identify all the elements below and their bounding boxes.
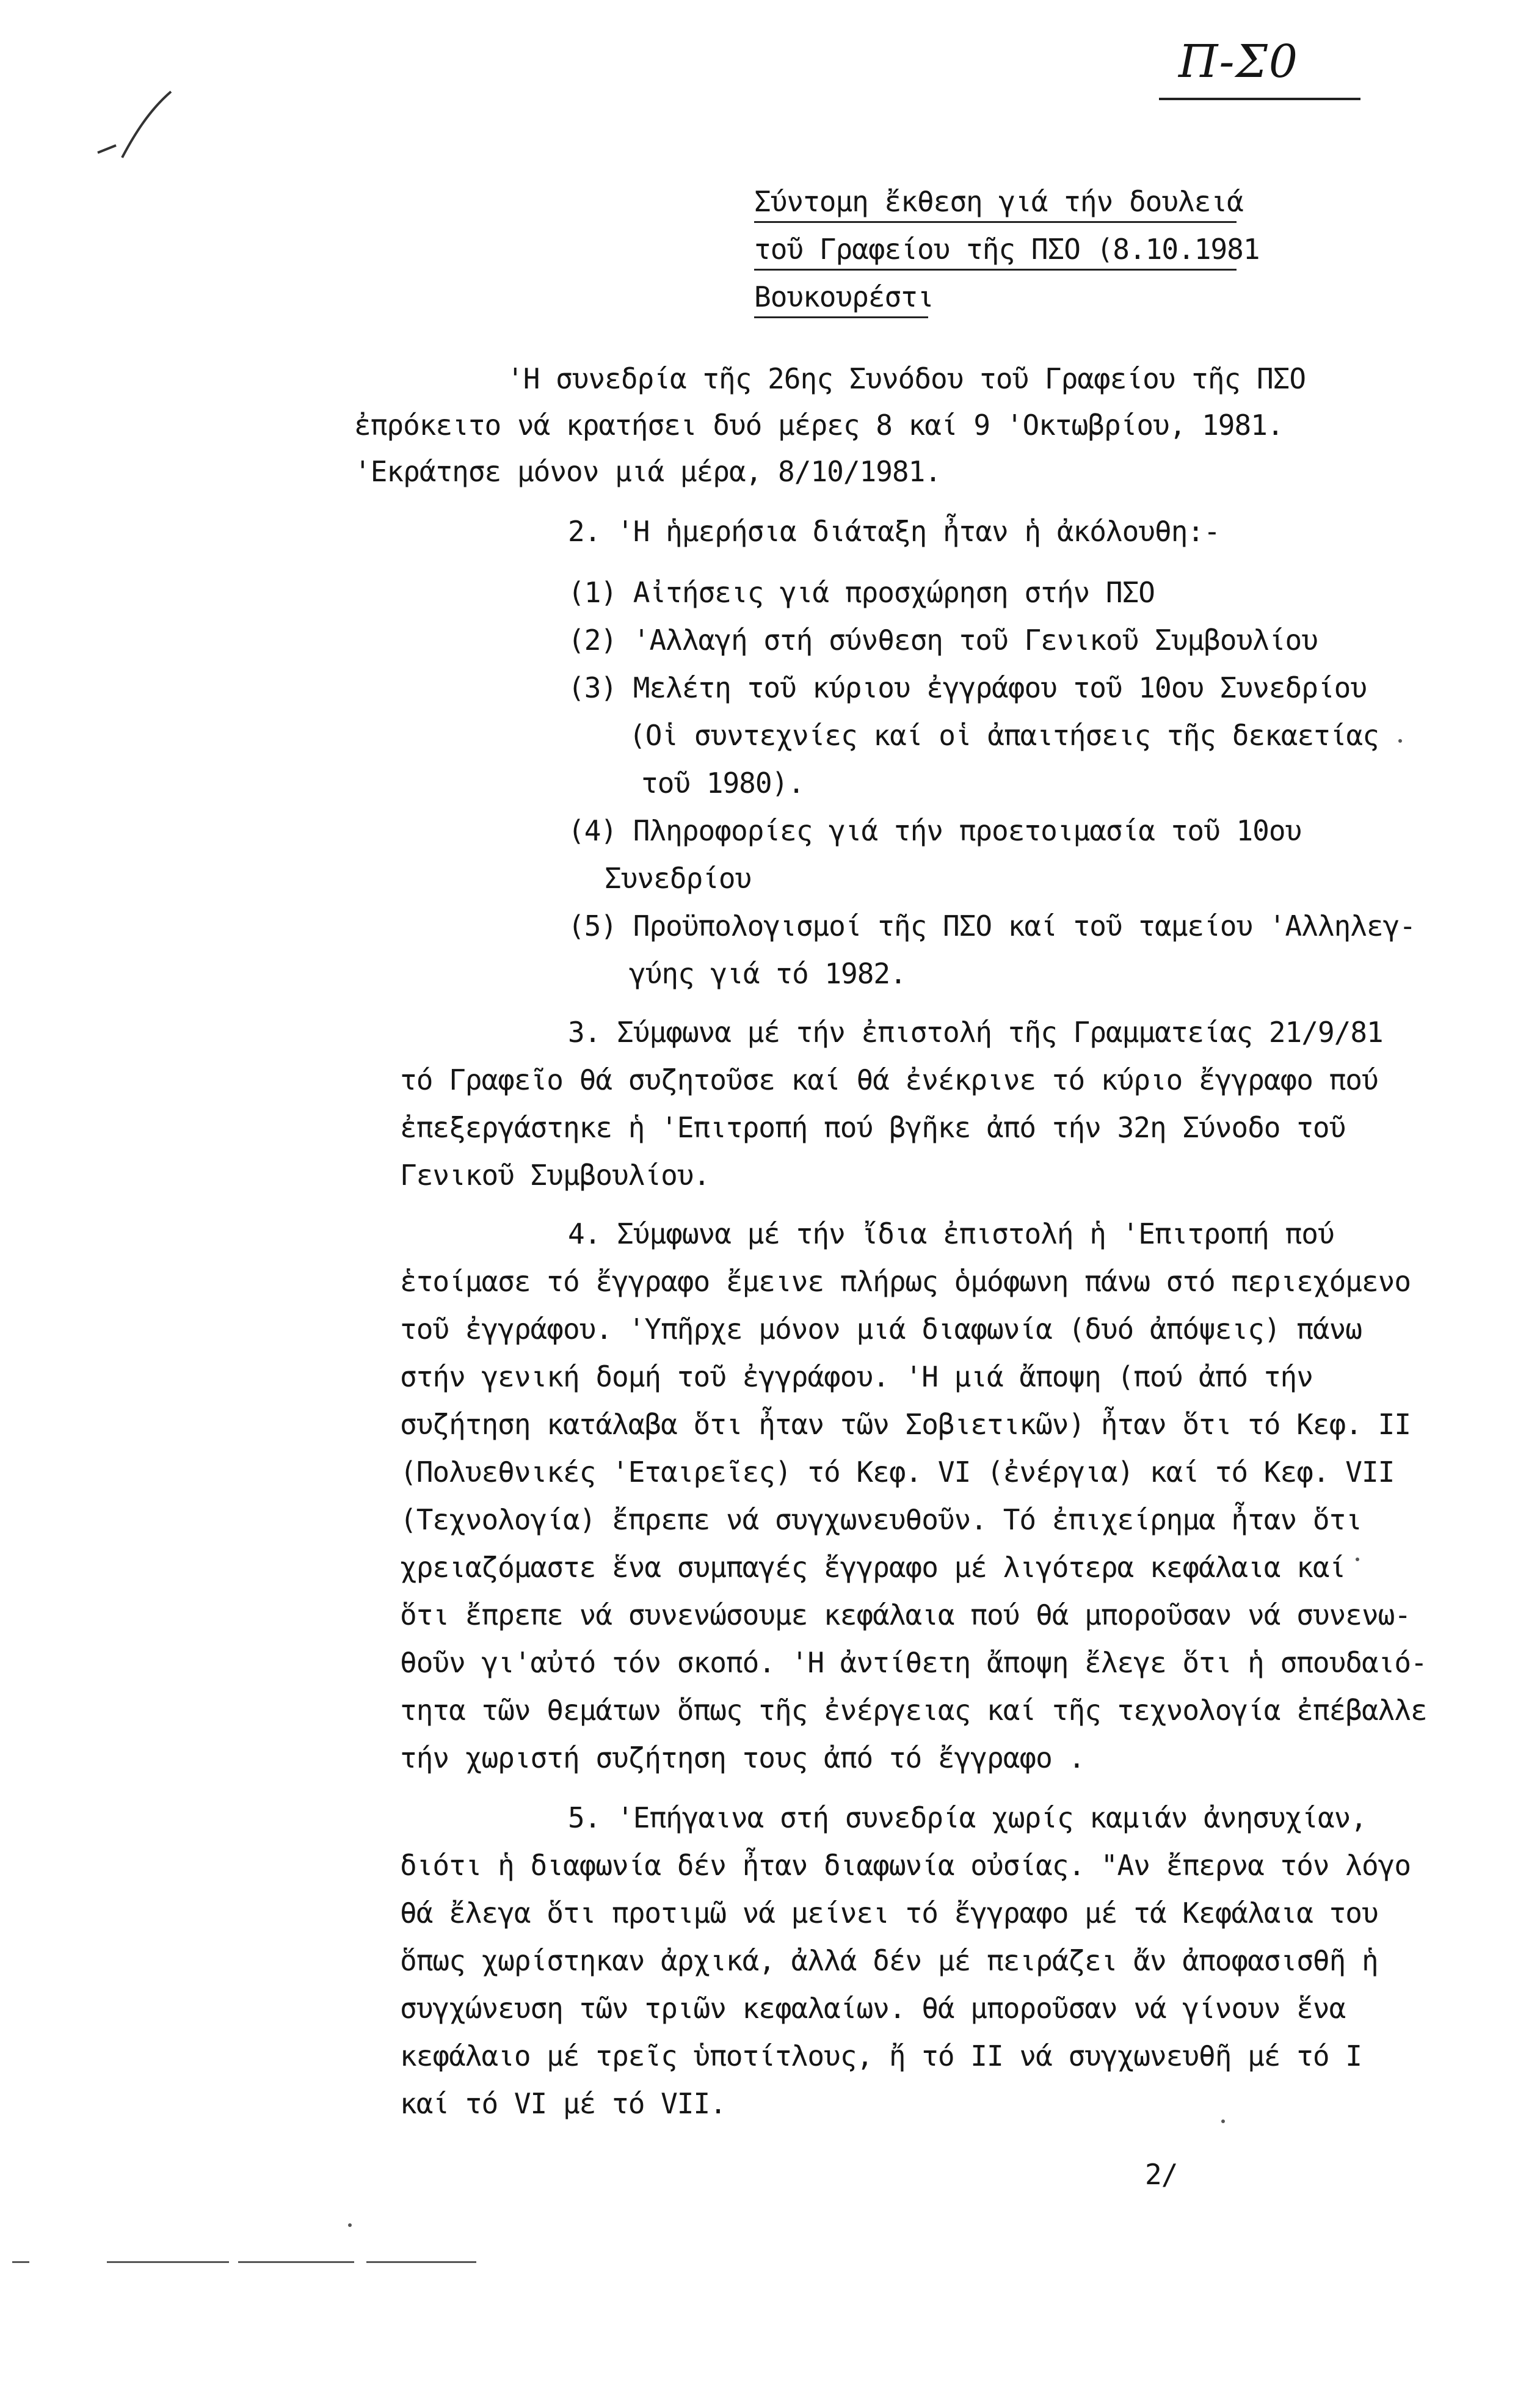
para5-line-2: διότι ἡ διαφωνία δέν ἦταν διαφωνία οὐσίας. "Αν ἔπερνα τόν λόγο bbox=[400, 1849, 1411, 1882]
para5-line-6: κεφάλαιο μέ τρεῖς ὑποτίτλους, ἤ τό ΙΙ νά συγχωνευθῆ μέ τό Ι bbox=[400, 2039, 1362, 2072]
para5-line-7: καί τό VI μέ τό VII. bbox=[400, 2087, 726, 2120]
para5-line-4: ὅπως χωρίστηκαν ἀρχικά, ἀλλά δέν μέ πειράζει ἄν ἀποφασισθῆ ἡ bbox=[400, 1944, 1378, 1977]
para1-line-2: ἐπρόκειτο νά κρατήσει δυό μέρες 8 καί 9 'Οκτωβρίου, 1981. bbox=[354, 409, 1284, 442]
para1-line-1: 'Η συνεδρία τῆς 26ης Συνόδου τοῦ Γραφείου τῆς ΠΣΟ bbox=[507, 362, 1306, 395]
scan-speck bbox=[1356, 1558, 1359, 1561]
para3-line-3: ἐπεξεργάστηκε ἡ 'Επιτροπή πού βγῆκε ἀπό τήν 32η Σύνοδο τοῦ bbox=[400, 1111, 1346, 1144]
agenda-item-3-cont-2: τοῦ 1980). bbox=[641, 767, 804, 800]
agenda-item-5: (5) Προϋπολογισμοί τῆς ΠΣΟ καί τοῦ ταμείου 'Αλληλεγ- bbox=[568, 909, 1416, 942]
scan-speck bbox=[1221, 2119, 1225, 2123]
title-underline-3 bbox=[754, 316, 928, 318]
para4-line-10: θοῦν γι'αὐτό τόν σκοπό. 'Η ἀντίθετη ἄποψη ἔλεγε ὅτι ἡ σπουδαιό- bbox=[400, 1646, 1427, 1679]
title-underline-2 bbox=[754, 269, 1237, 271]
agenda-item-3: (3) Μελέτη τοῦ κύριου ἐγγράφου τοῦ 10ου Συνεδρίου bbox=[568, 671, 1367, 704]
scan-speck bbox=[1398, 739, 1402, 743]
para5-line-1: 5. 'Επήγαινα στή συνεδρία χωρίς καμιάν ἀνησυχίαν, bbox=[568, 1801, 1367, 1834]
para3-line-1: 3. Σύμφωνα μέ τήν ἐπιστολή τῆς Γραμματείας 21/9/81 bbox=[568, 1016, 1383, 1049]
para4-line-1: 4. Σύμφωνα μέ τήν ἴδια ἐπιστολή ἡ 'Επιτροπή πού bbox=[568, 1217, 1334, 1250]
page-continuation: 2/ bbox=[1145, 2158, 1178, 2191]
handwritten-reference: Π-Σ0 bbox=[1179, 35, 1299, 88]
title-line-2: τοῦ Γραφείου τῆς ΠΣΟ (8.10.1981 bbox=[754, 233, 1260, 266]
scan-artifact bbox=[12, 2261, 29, 2263]
para3-line-4: Γενικοῦ Συμβουλίου. bbox=[400, 1159, 710, 1192]
agenda-item-4-cont: Συνεδρίου bbox=[605, 862, 752, 895]
para5-line-3: θά ἔλεγα ὅτι προτιμῶ νά μείνει τό ἔγγραφο μέ τά Κεφάλαια του bbox=[400, 1897, 1378, 1930]
agenda-item-5-cont: γύης γιά τό 1982. bbox=[629, 957, 906, 990]
para4-line-6: (Πολυεθνικές 'Εταιρεῖες) τό Κεφ. VI (ἐνέργια) καί τό Κεφ. VII bbox=[400, 1456, 1395, 1489]
para4-line-12: τήν χωριστή συζήτηση τους ἀπό τό ἔγγραφο . bbox=[400, 1741, 1085, 1774]
para4-line-9: ὅτι ἔπρεπε νά συνενώσουμε κεφάλαια πού θά μποροῦσαν νά συνενω- bbox=[400, 1598, 1411, 1631]
para4-line-8: χρειαζόμαστε ἕνα συμπαγές ἔγγραφο μέ λιγότερα κεφάλαια καί bbox=[400, 1551, 1346, 1584]
para2-intro: 2. 'Η ἡμερήσια διάταξη ἦταν ἡ ἀκόλουθη:- bbox=[568, 515, 1220, 548]
agenda-item-2: (2) 'Αλλαγή στή σύνθεση τοῦ Γενικοῦ Συμβουλίου bbox=[568, 624, 1318, 657]
para1-line-3: 'Εκράτησε μόνον μιά μέρα, 8/10/1981. bbox=[354, 455, 941, 488]
reference-underline bbox=[1159, 98, 1360, 100]
title-underline-1 bbox=[754, 221, 1237, 223]
scan-speck bbox=[348, 2223, 352, 2227]
agenda-item-1: (1) Αἰτήσεις γιά προσχώρηση στήν ΠΣΟ bbox=[568, 576, 1155, 609]
para4-line-2: ἑτοίμασε τό ἔγγραφο ἔμεινε πλήρως ὁμόφωνη πάνω στό περιεχόμενο bbox=[400, 1265, 1411, 1298]
agenda-item-3-cont-1: (Οἱ συντεχνίες καί οἱ ἀπαιτήσεις τῆς δεκαετίας bbox=[629, 719, 1379, 752]
para4-line-11: τητα τῶν θεμάτων ὅπως τῆς ἐνέργειας καί τῆς τεχνολογία ἐπέβαλλε bbox=[400, 1694, 1427, 1727]
scan-artifact bbox=[107, 2261, 229, 2263]
para4-line-3: τοῦ ἐγγράφου. 'Υπῆρχε μόνον μιά διαφωνία (δυό ἀπόψεις) πάνω bbox=[400, 1313, 1362, 1346]
para4-line-7: (Τεχνολογία) ἔπρεπε νά συγχωνευθοῦν. Τό ἐπιχείρημα ἦταν ὅτι bbox=[400, 1503, 1362, 1536]
para5-line-5: συγχώνευση τῶν τριῶν κεφαλαίων. θά μποροῦσαν νά γίνουν ἕνα bbox=[400, 1992, 1346, 2025]
para3-line-2: τό Γραφεῖο θά συζητοῦσε καί θά ἐνέκρινε τό κύριο ἔγγραφο πού bbox=[400, 1063, 1378, 1096]
corner-scribble-icon bbox=[92, 86, 177, 171]
scan-artifact bbox=[238, 2261, 354, 2263]
title-line-1: Σύντομη ἔκθεση γιά τήν δουλειά bbox=[754, 185, 1243, 218]
para4-line-5: συζήτηση κατάλαβα ὅτι ἦταν τῶν Σοβιετικῶν) ἦταν ὅτι τό Κεφ. ΙΙ bbox=[400, 1408, 1411, 1441]
agenda-item-4: (4) Πληροφορίες γιά τήν προετοιμασία τοῦ 10ου bbox=[568, 814, 1302, 847]
scan-artifact bbox=[366, 2261, 476, 2263]
para4-line-4: στήν γενική δομή τοῦ ἐγγράφου. 'Η μιά ἄποψη (πού ἀπό τήν bbox=[400, 1360, 1313, 1393]
title-line-3: Βουκουρέστι bbox=[754, 280, 934, 313]
